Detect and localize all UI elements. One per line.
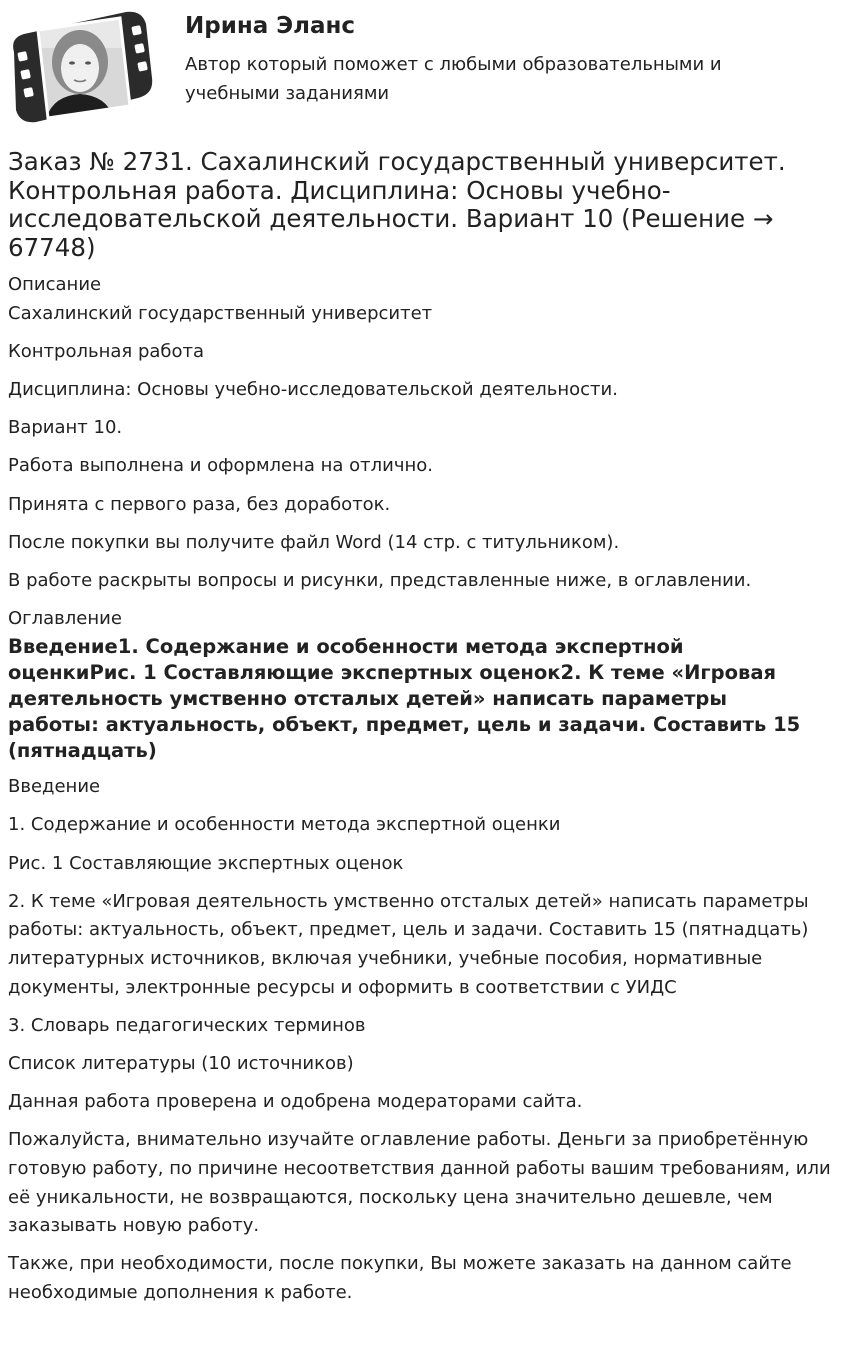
author-avatar[interactable]	[8, 8, 156, 128]
description-line: Сахалинский государственный университет	[8, 302, 433, 324]
description-line: Контрольная работа	[8, 340, 205, 362]
note-paragraph: Пожалуйста, внимательно изучайте оглавление работы. Деньги за приобретённую готовую работу, по причине несоответствия данной работы вашим требованиям, или её уникальности, не возвращаются, поскольку цена значительно дешевле, чем заказывать новую работу.	[8, 1129, 831, 1237]
toc-item: Рис. 1 Составляющие экспертных оценок	[8, 852, 404, 874]
description-label: Описание	[8, 274, 102, 295]
description-line: Дисциплина: Основы учебно-исследовательской деятельности.	[8, 378, 618, 400]
toc-item: 3. Словарь педагогических терминов	[8, 1014, 366, 1036]
description-line: В работе раскрыты вопросы и рисунки, представленные ниже, в оглавлении.	[8, 569, 752, 591]
description-line: Работа выполнена и оформлена на отлично.	[8, 455, 434, 477]
author-header	[8, 0, 840, 140]
toc-item: Введение	[8, 776, 101, 798]
toc-label: Оглавление	[8, 608, 122, 630]
order-title: Заказ № 2731. Сахалинский государственный университет. Контрольная работа. Дисциплина: Основы учебно-исследовательской деятельности. Вариант 10 (Решение → 67748)	[8, 147, 786, 262]
film-frame-avatar-icon	[8, 8, 156, 128]
author-name[interactable]: Ирина Эланс	[185, 13, 356, 39]
author-description: Автор который поможет с любыми образовательными и учебными заданиями	[185, 54, 722, 104]
note-paragraph: Данная работа проверена и одобрена модераторами сайта.	[8, 1091, 583, 1113]
description-line: Вариант 10.	[8, 417, 123, 439]
toc-item: Список литературы (10 источников)	[8, 1053, 354, 1074]
note-paragraph: Также, при необходимости, после покупки, Вы можете заказать на данном сайте необходимые дополнения к работе.	[8, 1253, 792, 1303]
description-line: Принята с первого раза, без доработок.	[8, 493, 391, 515]
description-line: После покупки вы получите файл Word (14 стр. с титульником).	[8, 531, 620, 553]
toc-item: 2. К теме «Игровая деятельность умственно отсталых детей» написать параметры работы: актуальность, объект, предмет, цель и задачи. Составить 15 (пятнадцать) литературных источников, включая учебники, учебные пособия, нормативные документы, электронные ресурсы и оформить в соответствии с УИДС	[8, 890, 809, 998]
page	[8, 0, 840, 1308]
toc-summary: Введение1. Содержание и особенности метода экспертной оценкиРис. 1 Составляющие экспертных оценок2. К теме «Игровая деятельность умственно отсталых детей» написать параметры работы: актуальность, объект, предмет, цель и задачи. Составить 15 (пятнадцать)	[8, 634, 801, 762]
toc-item: 1. Содержание и особенности метода экспертной оценки	[8, 814, 561, 836]
